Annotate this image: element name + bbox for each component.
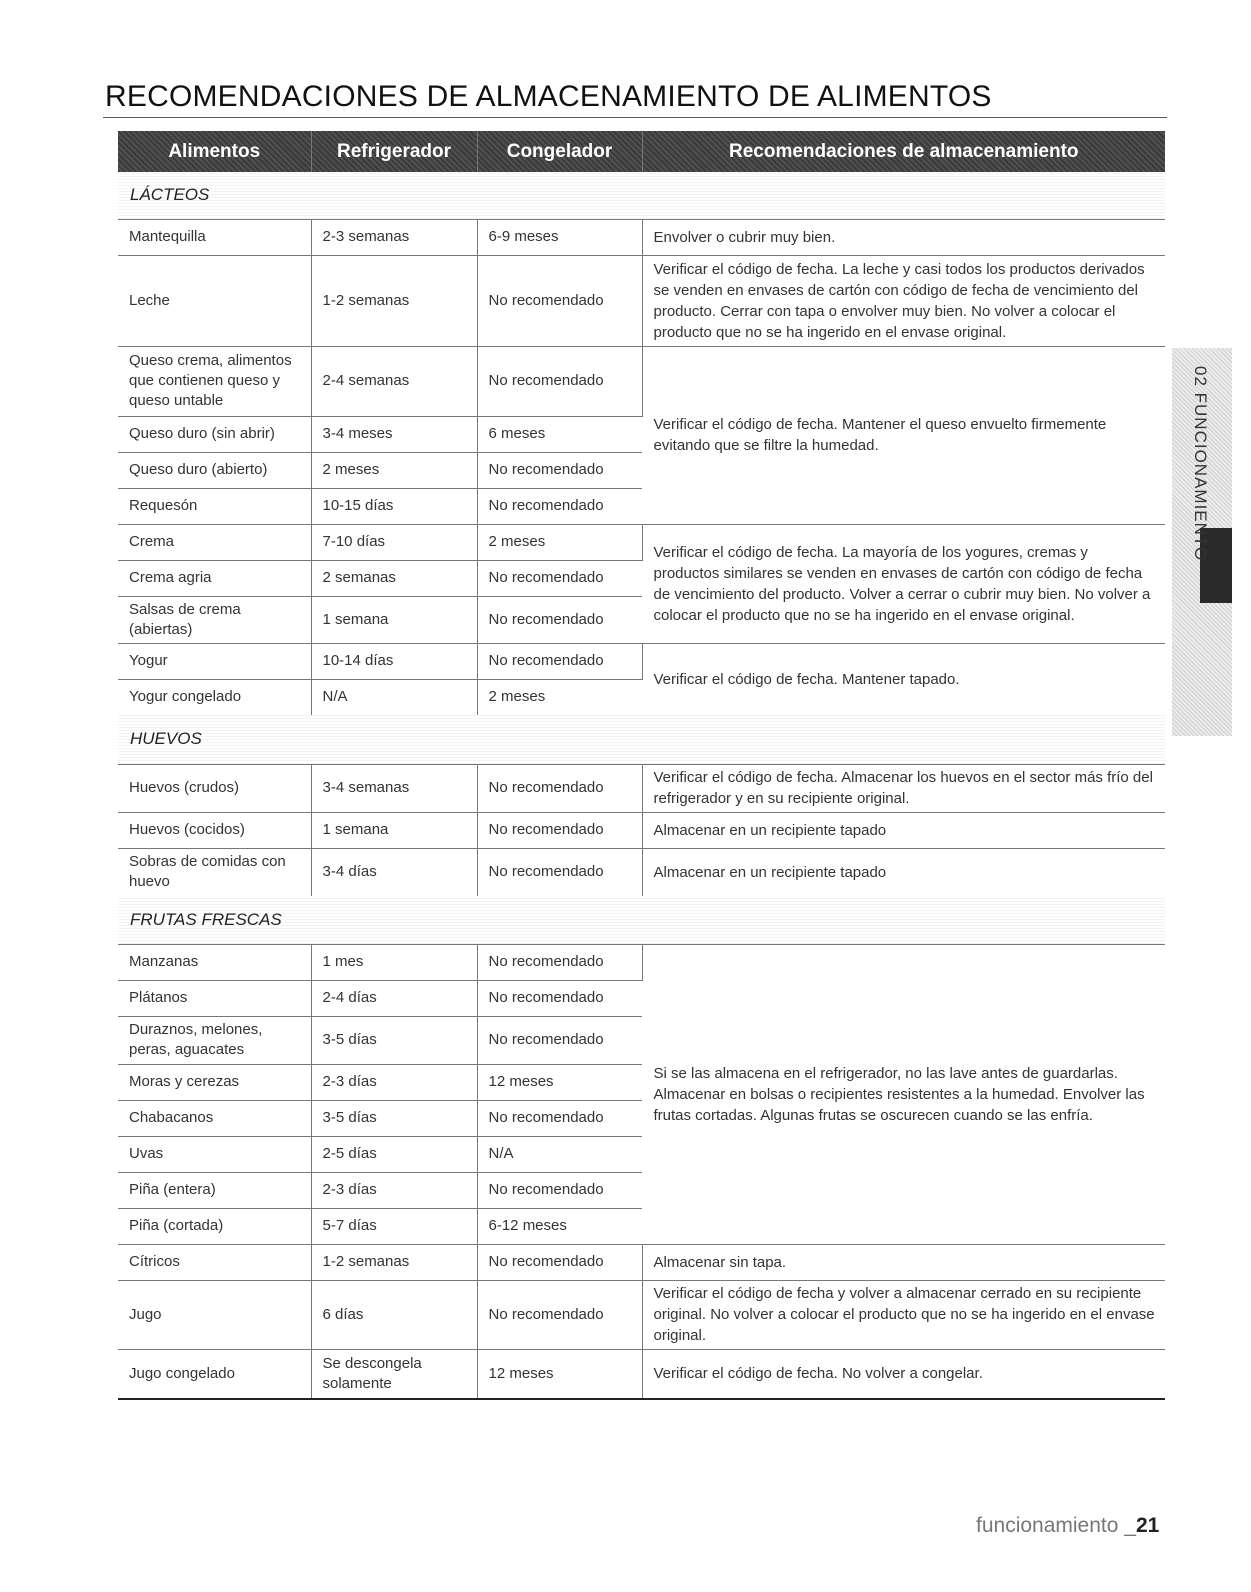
freezer-cell: No recomendado	[477, 1100, 642, 1136]
header-freezer: Congelador	[477, 131, 642, 172]
table-row	[118, 812, 1165, 848]
table-row	[118, 346, 1165, 416]
fridge-cell: N/A	[311, 679, 477, 715]
food-cell: Crema agria	[118, 560, 311, 596]
fridge-cell: 2-3 días	[311, 1064, 477, 1100]
food-cell: Leche	[118, 255, 311, 346]
food-cell: Yogur congelado	[118, 679, 311, 715]
table-row	[118, 944, 1165, 980]
fridge-cell: 3-5 días	[311, 1100, 477, 1136]
header-recommendations: Recomendaciones de almacenamiento	[642, 131, 1165, 172]
food-cell: Uvas	[118, 1136, 311, 1172]
fridge-cell: 2-3 semanas	[311, 219, 477, 255]
food-cell: Mantequilla	[118, 219, 311, 255]
food-cell: Jugo	[118, 1280, 311, 1349]
fridge-cell: 2 semanas	[311, 560, 477, 596]
section-row-eggs	[118, 715, 1165, 764]
food-cell: Yogur	[118, 643, 311, 679]
food-cell: Queso duro (sin abrir)	[118, 416, 311, 452]
fridge-cell: 3-5 días	[311, 1016, 477, 1064]
food-cell: Salsas de crema (abiertas)	[118, 596, 311, 643]
fridge-cell: Se descongela solamente	[311, 1349, 477, 1399]
table-row	[118, 1244, 1165, 1280]
food-cell: Duraznos, melones, peras, aguacates	[118, 1016, 311, 1064]
freezer-cell: No recomendado	[477, 812, 642, 848]
page-number: 21	[1135, 1514, 1160, 1537]
freezer-cell: 12 meses	[477, 1064, 642, 1100]
freezer-cell: No recomendado	[477, 452, 642, 488]
freezer-cell: No recomendado	[477, 1244, 642, 1280]
recommendation-cell: Verificar el código de fecha. No volver a congelar.	[642, 1349, 1165, 1399]
header-food: Alimentos	[118, 131, 311, 172]
recommendation-cell: Almacenar en un recipiente tapado	[642, 812, 1165, 848]
recommendation-cell: Verificar el código de fecha. La mayoría de los yogures, cremas y productos similares se venden en envases de cartón con código de fecha de vencimiento del producto. Volver a cerrar o cubrir muy bien. No volver a colocar el producto que no se ha ingerido en el envase original.	[642, 524, 1165, 643]
food-cell: Queso duro (abierto)	[118, 452, 311, 488]
section-side-tab	[1172, 348, 1232, 736]
food-cell: Piña (cortada)	[118, 1208, 311, 1244]
table-row	[118, 219, 1165, 255]
freezer-cell: 6-12 meses	[477, 1208, 642, 1244]
food-cell: Jugo congelado	[118, 1349, 311, 1399]
side-tab-label: 02 FUNCIONAMIENTO	[1191, 366, 1210, 562]
recommendation-cell: Verificar el código de fecha. La leche y casi todos los productos derivados se venden en envases de cartón con código de fecha de vencimiento del producto. Cerrar con tapa o envolver muy bien. No volver a colocar el producto que no se ha ingerido en el envase original.	[642, 255, 1165, 346]
freezer-cell: No recomendado	[477, 488, 642, 524]
fridge-cell: 7-10 días	[311, 524, 477, 560]
freezer-cell: No recomendado	[477, 346, 642, 416]
food-cell: Huevos (cocidos)	[118, 812, 311, 848]
recommendation-cell: Si se las almacena en el refrigerador, no las lave antes de guardarlas. Almacenar en bolsas o recipientes resistentes a la humedad. Envolver las frutas cortadas. Algunas frutas se oscurecen cuando se las enfría.	[642, 944, 1165, 1244]
food-cell: Sobras de comidas con huevo	[118, 848, 311, 896]
section-row-fruits	[118, 896, 1165, 944]
freezer-cell: N/A	[477, 1136, 642, 1172]
freezer-cell: No recomendado	[477, 848, 642, 896]
food-cell: Huevos (crudos)	[118, 764, 311, 812]
freezer-cell: 2 meses	[477, 679, 642, 715]
section-label: LÁCTEOS	[118, 172, 1165, 219]
fridge-cell: 6 días	[311, 1280, 477, 1349]
recommendation-cell: Almacenar en un recipiente tapado	[642, 848, 1165, 896]
freezer-cell: No recomendado	[477, 596, 642, 643]
food-cell: Piña (entera)	[118, 1172, 311, 1208]
section-label: HUEVOS	[118, 715, 1165, 764]
fridge-cell: 10-14 días	[311, 643, 477, 679]
freezer-cell: 2 meses	[477, 524, 642, 560]
freezer-cell: 6-9 meses	[477, 219, 642, 255]
header-fridge: Refrigerador	[311, 131, 477, 172]
freezer-cell: 6 meses	[477, 416, 642, 452]
table-row	[118, 524, 1165, 560]
page-title: RECOMENDACIONES DE ALMACENAMIENTO DE ALIMENTOS	[105, 80, 992, 113]
fridge-cell: 1-2 semanas	[311, 1244, 477, 1280]
freezer-cell: 12 meses	[477, 1349, 642, 1399]
freezer-cell: No recomendado	[477, 560, 642, 596]
table-row	[118, 255, 1165, 346]
page-footer	[976, 1514, 1159, 1538]
recommendation-cell: Verificar el código de fecha. Almacenar los huevos en el sector más frío del refrigerador y en su recipiente original.	[642, 764, 1165, 812]
table-row	[118, 1280, 1165, 1349]
table-row	[118, 643, 1165, 679]
table-row	[118, 848, 1165, 896]
fridge-cell: 2-5 días	[311, 1136, 477, 1172]
recommendation-cell: Verificar el código de fecha. Mantener el queso envuelto firmemente evitando que se filtre la humedad.	[642, 346, 1165, 524]
freezer-cell: No recomendado	[477, 764, 642, 812]
food-cell: Requesón	[118, 488, 311, 524]
freezer-cell: No recomendado	[477, 944, 642, 980]
table-row	[118, 764, 1165, 812]
food-cell: Cítricos	[118, 1244, 311, 1280]
food-storage-table	[118, 131, 1165, 1400]
freezer-cell: No recomendado	[477, 980, 642, 1016]
recommendation-cell: Verificar el código de fecha. Mantener tapado.	[642, 643, 1165, 715]
section-row-dairy	[118, 172, 1165, 219]
fridge-cell: 1 semana	[311, 812, 477, 848]
recommendation-cell: Almacenar sin tapa.	[642, 1244, 1165, 1280]
food-cell: Queso crema, alimentos que contienen queso y queso untable	[118, 346, 311, 416]
fridge-cell: 3-4 semanas	[311, 764, 477, 812]
food-cell: Manzanas	[118, 944, 311, 980]
fridge-cell: 2-3 días	[311, 1172, 477, 1208]
section-label: FRUTAS FRESCAS	[118, 896, 1165, 944]
fridge-cell: 10-15 días	[311, 488, 477, 524]
fridge-cell: 5-7 días	[311, 1208, 477, 1244]
food-cell: Crema	[118, 524, 311, 560]
fridge-cell: 3-4 días	[311, 848, 477, 896]
food-cell: Moras y cerezas	[118, 1064, 311, 1100]
freezer-cell: No recomendado	[477, 1016, 642, 1064]
table-header-row	[118, 131, 1165, 172]
fridge-cell: 2-4 días	[311, 980, 477, 1016]
title-divider	[103, 117, 1167, 118]
fridge-cell: 1 mes	[311, 944, 477, 980]
freezer-cell: No recomendado	[477, 1280, 642, 1349]
table-row	[118, 1349, 1165, 1399]
recommendation-cell: Envolver o cubrir muy bien.	[642, 219, 1165, 255]
food-cell: Chabacanos	[118, 1100, 311, 1136]
freezer-cell: No recomendado	[477, 643, 642, 679]
freezer-cell: No recomendado	[477, 1172, 642, 1208]
fridge-cell: 1-2 semanas	[311, 255, 477, 346]
fridge-cell: 1 semana	[311, 596, 477, 643]
recommendation-cell: Verificar el código de fecha y volver a almacenar cerrado en su recipiente original. No volver a colocar el producto que no se ha ingerido en el envase original.	[642, 1280, 1165, 1349]
fridge-cell: 2 meses	[311, 452, 477, 488]
food-cell: Plátanos	[118, 980, 311, 1016]
fridge-cell: 2-4 semanas	[311, 346, 477, 416]
fridge-cell: 3-4 meses	[311, 416, 477, 452]
footer-section-label: funcionamiento _	[976, 1514, 1136, 1537]
freezer-cell: No recomendado	[477, 255, 642, 346]
